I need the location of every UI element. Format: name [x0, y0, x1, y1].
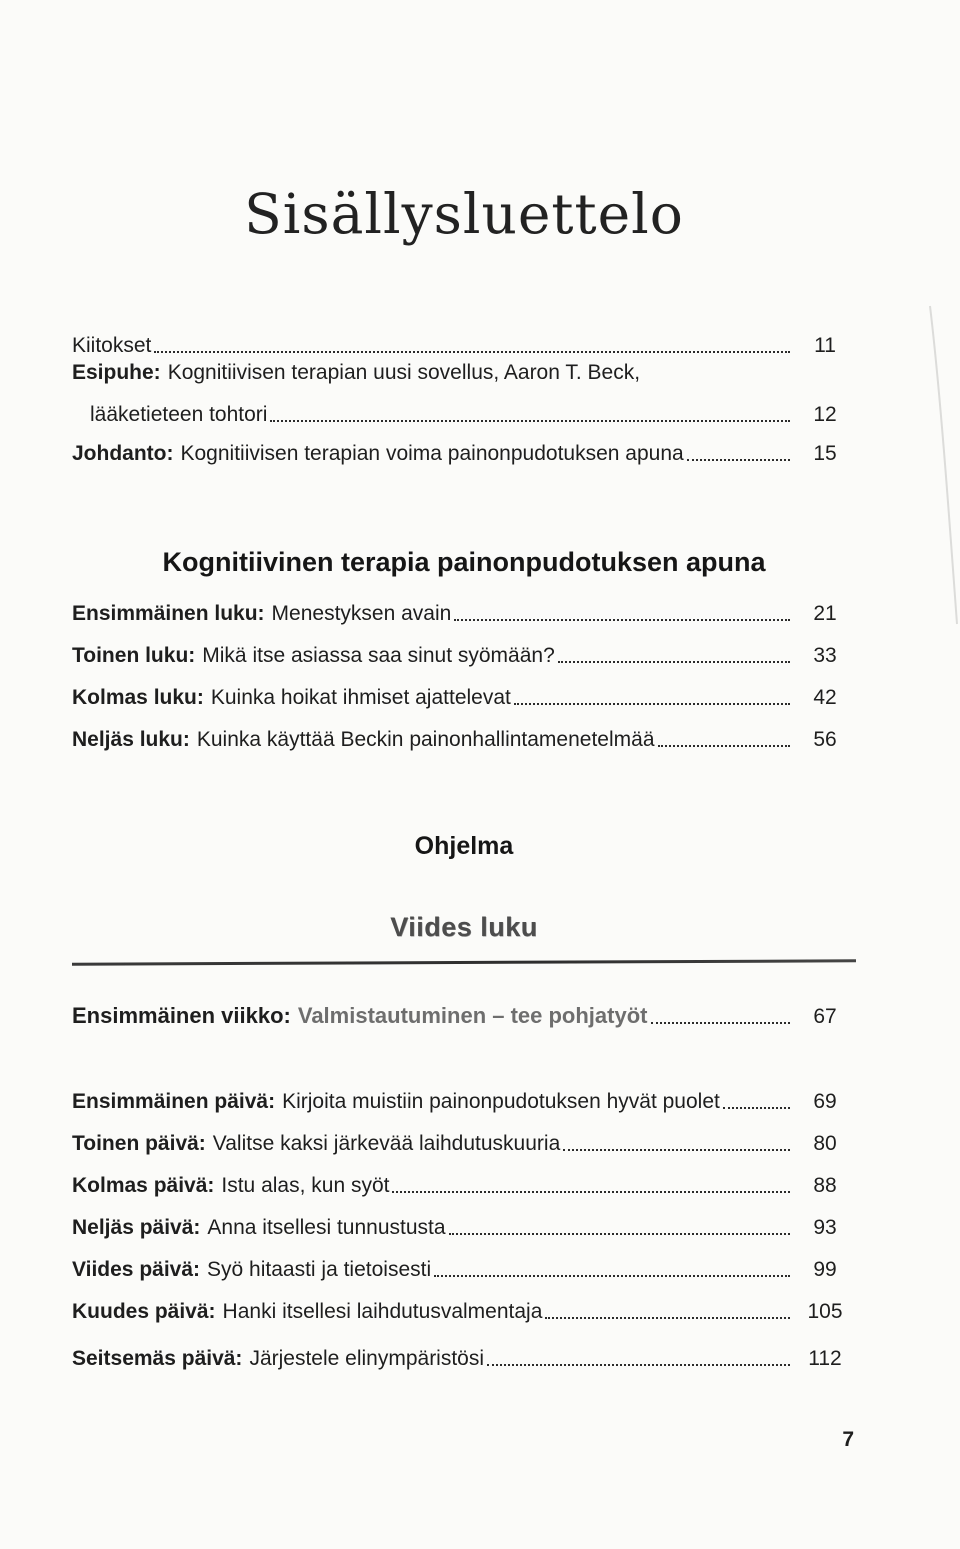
entry-title-continuation: lääketieteen tohtori: [90, 403, 268, 427]
entry-page-number: 69: [813, 1090, 837, 1114]
entry-label: Ensimmäinen luku:: [72, 602, 265, 626]
entry-label: Kolmas päivä:: [72, 1174, 215, 1198]
entry-page-number: 112: [808, 1347, 842, 1371]
page-title: Sisällysluettelo: [244, 182, 684, 246]
toc-entry-luku-1: [72, 600, 856, 627]
entry-page-number: 12: [813, 403, 837, 427]
entry-label: Ensimmäinen päivä:: [72, 1090, 276, 1114]
chapter-subheading-viides-luku: Viides luku: [390, 912, 538, 943]
entry-title: Kuinka käyttää Beckin painonhallintamenetelmää: [196, 728, 655, 752]
entry-title: Anna itsellesi tunnustusta: [207, 1216, 446, 1240]
entry-page-number: 21: [813, 602, 837, 626]
entry-label: Ensimmäinen viikko:: [72, 1003, 291, 1029]
horizontal-divider: [72, 960, 856, 966]
entry-page-number: 80: [813, 1132, 837, 1156]
entry-label: Viides päivä:: [72, 1258, 201, 1282]
dot-leader: [270, 420, 790, 422]
toc-entry-paiva-1: [72, 1088, 856, 1115]
entry-title: Syö hitaasti ja tietoisesti: [207, 1258, 432, 1282]
toc-entry-paiva-4: [72, 1214, 856, 1241]
entry-page-number: 93: [813, 1216, 837, 1240]
toc-entry-luku-3: [72, 684, 856, 711]
folio-page-number: 7: [842, 1428, 854, 1451]
dot-leader: [723, 1107, 790, 1109]
entry-label: Kolmas luku:: [72, 686, 204, 710]
entry-title: Istu alas, kun syöt: [221, 1174, 390, 1198]
entry-title: Kuinka hoikat ihmiset ajattelevat: [210, 686, 511, 710]
entry-title: Hanki itsellesi laihdutusvalmentaja: [222, 1300, 543, 1324]
entry-title: Valitse kaksi järkevää laihdutuskuuria: [212, 1132, 561, 1156]
dot-leader: [514, 703, 790, 705]
entry-page-number: 105: [807, 1300, 843, 1324]
entry-page-number: 88: [813, 1174, 837, 1198]
entry-page-number: 56: [813, 728, 837, 752]
entry-title: Kognitiivisen terapian uusi sovellus, Aaron T. Beck,: [167, 361, 641, 385]
toc-entry-esipuhe: [72, 359, 856, 428]
entry-label: Johdanto:: [72, 442, 174, 466]
dot-leader: [558, 661, 790, 663]
front-matter-list: [72, 332, 856, 467]
toc-entry-paiva-6: [72, 1298, 856, 1325]
dot-leader: [687, 459, 790, 461]
entry-page-number: 15: [813, 442, 837, 466]
toc-entry-paiva-5: [72, 1256, 856, 1283]
toc-entry-johdanto: [72, 440, 856, 467]
entry-label: Toinen päivä:: [72, 1132, 206, 1156]
toc-entry-paiva-3: [72, 1172, 856, 1199]
entry-label: Kuudes päivä:: [72, 1300, 216, 1324]
dot-leader: [434, 1275, 790, 1277]
entry-page-number: 11: [814, 334, 836, 358]
entry-line-1: [72, 359, 856, 386]
dot-leader: [392, 1191, 790, 1193]
entry-title: Menestyksen avain: [271, 602, 452, 626]
entry-label: Neljäs päivä:: [72, 1216, 201, 1240]
toc-content: [0, 183, 960, 1372]
section-heading-part1: Kognitiivinen terapia painonpudotuksen apuna: [162, 547, 766, 578]
toc-entry-kiitokset: [72, 332, 856, 359]
entry-page-number: 67: [813, 1005, 837, 1029]
chapter-list: [72, 600, 856, 753]
toc-entry-paiva-2: [72, 1130, 856, 1157]
toc-entry-luku-4: [72, 726, 856, 753]
dot-leader: [154, 351, 790, 353]
day-list: [72, 1088, 856, 1372]
dot-leader: [449, 1233, 790, 1235]
entry-label: Toinen luku:: [72, 644, 196, 668]
dot-leader: [487, 1364, 790, 1366]
entry-title: Kirjoita muistiin painonpudotuksen hyvät puolet: [282, 1090, 720, 1114]
entry-page-number: 42: [813, 686, 837, 710]
entry-title: Kiitokset: [72, 334, 152, 358]
dot-leader: [658, 745, 791, 747]
entry-title: Kognitiivisen terapian voima painonpudotuksen apuna: [180, 442, 684, 466]
entry-label: Seitsemäs päivä:: [72, 1347, 243, 1371]
dot-leader: [651, 1022, 791, 1024]
entry-title: Järjestele elinympäristösi: [249, 1347, 485, 1371]
entry-page-number: 99: [813, 1258, 837, 1282]
dot-leader: [563, 1149, 790, 1151]
toc-entry-luku-2: [72, 642, 856, 669]
entry-page-number: 33: [813, 644, 837, 668]
entry-line-2: [72, 401, 856, 428]
dot-leader: [454, 619, 790, 621]
toc-entry-paiva-7: [72, 1345, 856, 1372]
dot-leader: [545, 1317, 790, 1319]
toc-entry-week-1: [72, 1002, 856, 1030]
entry-label: Esipuhe:: [72, 361, 161, 385]
entry-label: Neljäs luku:: [72, 728, 190, 752]
section-heading-program: Ohjelma: [414, 832, 514, 861]
entry-title: Mikä itse asiassa saa sinut syömään?: [202, 644, 555, 668]
entry-title: Valmistautuminen – tee pohjatyöt: [297, 1003, 648, 1029]
